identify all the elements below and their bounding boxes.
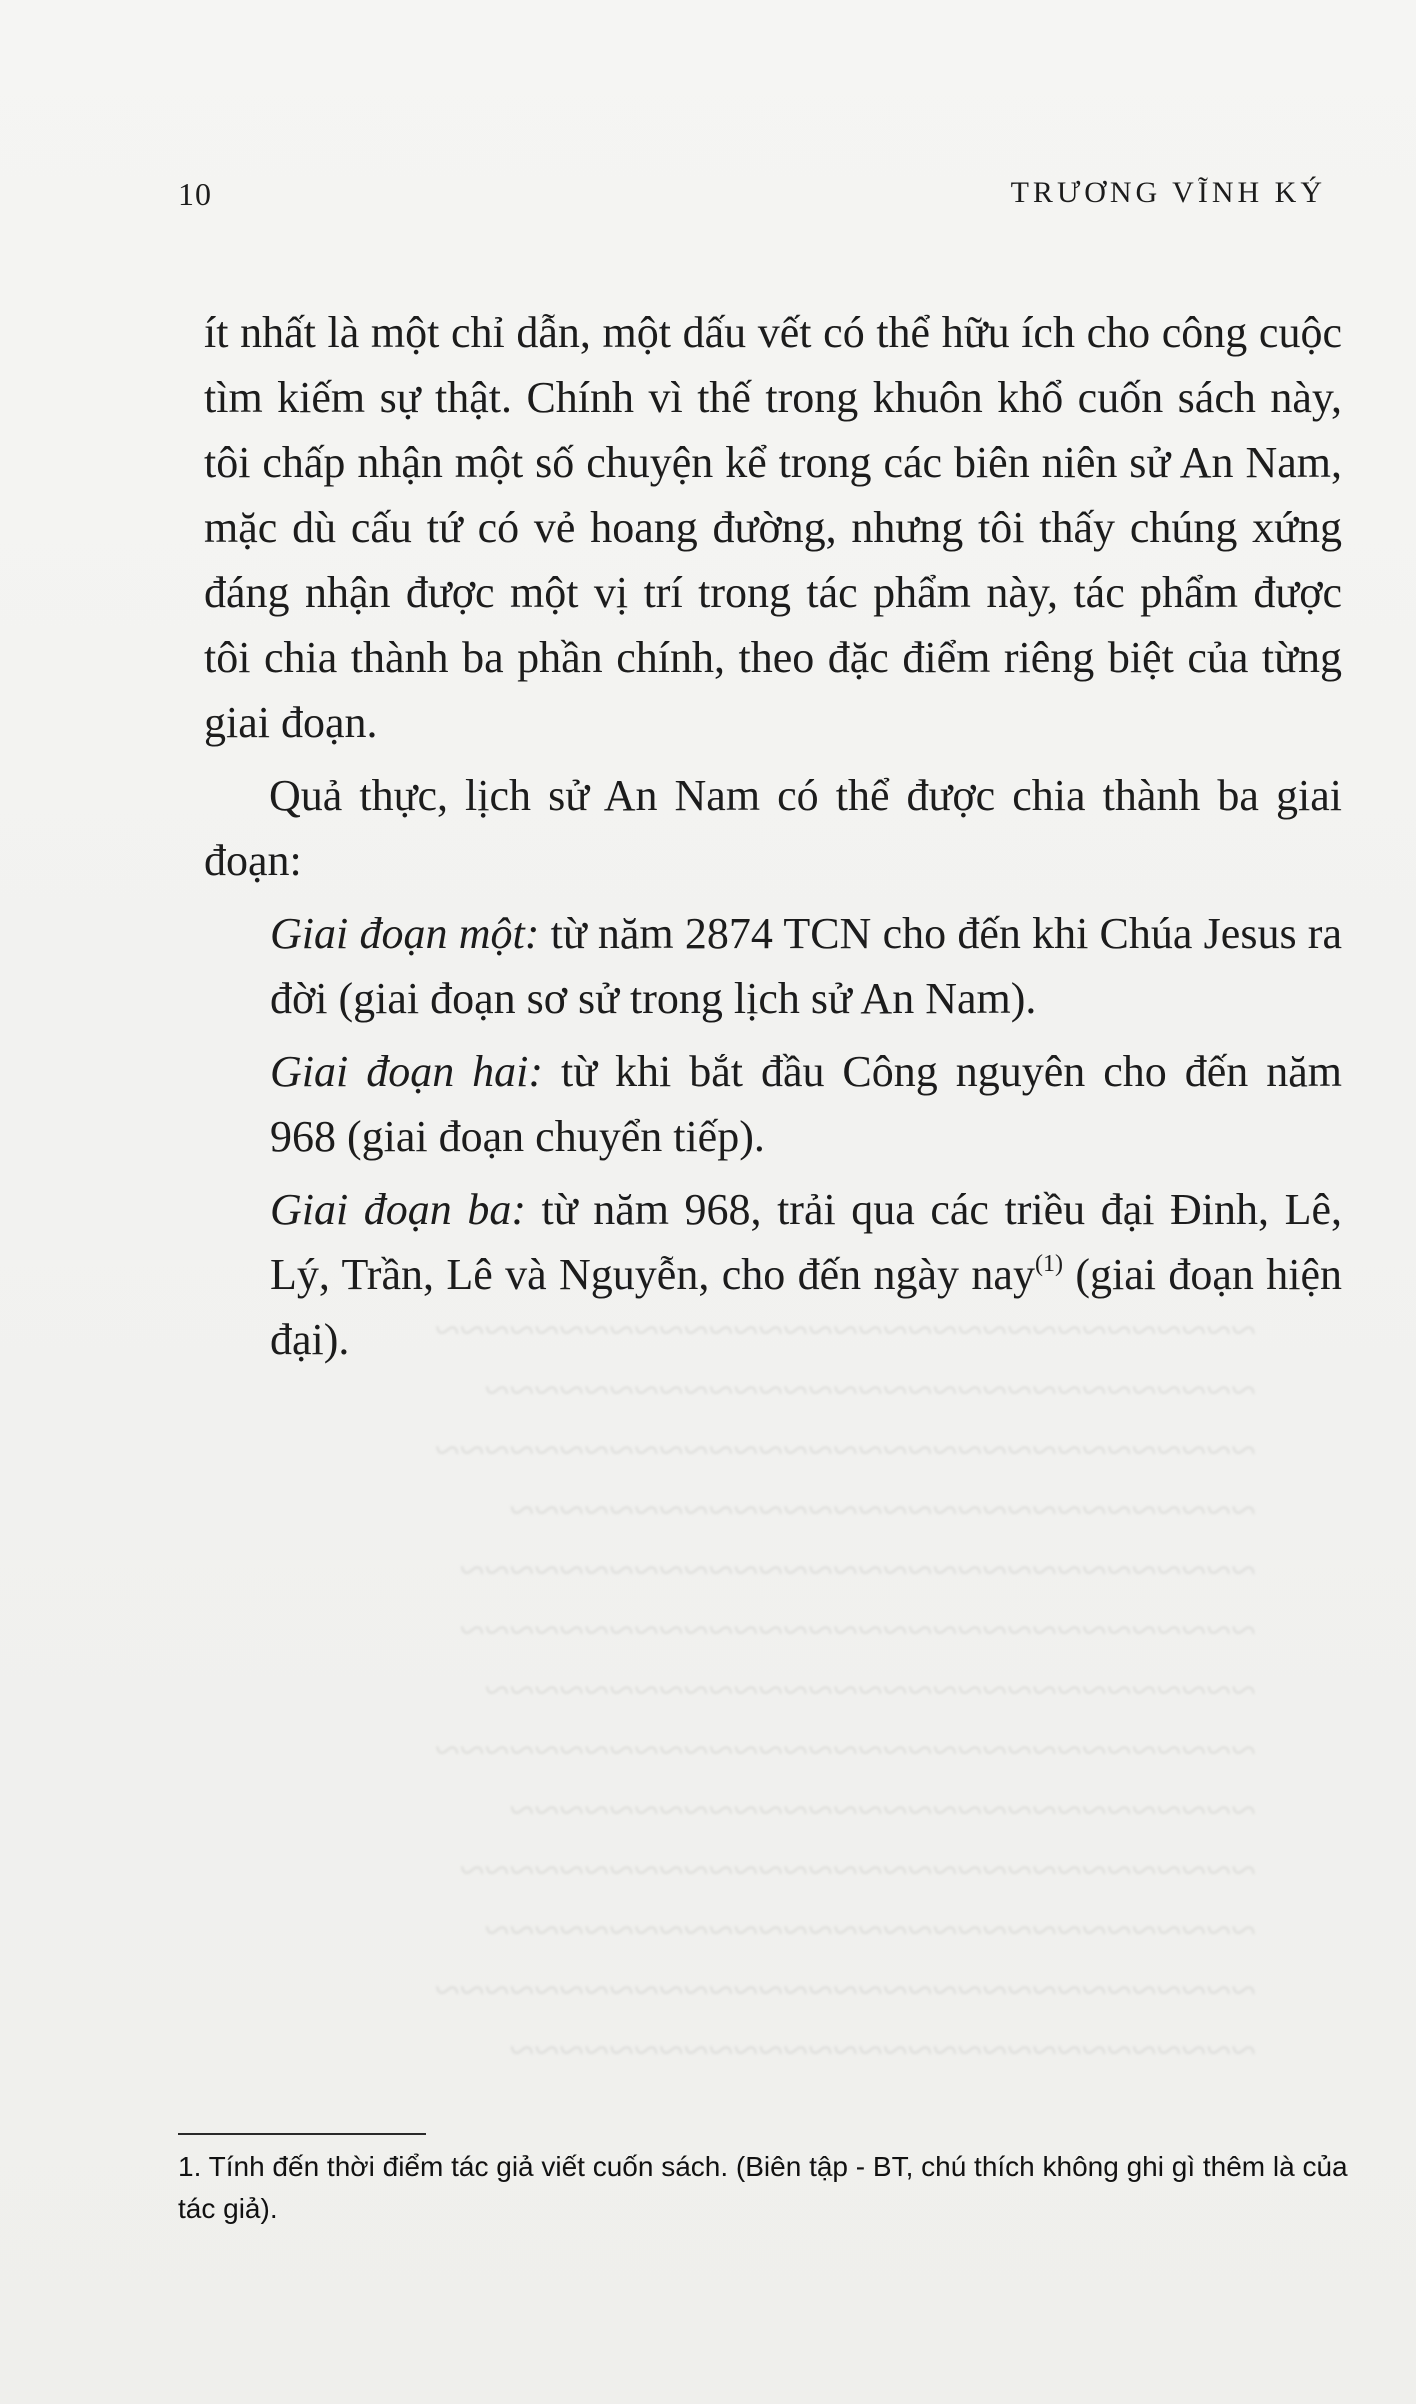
period-three-label: Giai đoạn ba: (270, 1185, 526, 1234)
period-three (270, 1177, 1342, 1372)
period-two-text: từ khi bắt đầu Công nguyên cho đến năm 968 (giai đoạn chuyển tiếp). (270, 1047, 1342, 1161)
bleed-through-texture: ~~~~~~~~~~~~~~~~~~~~~~~~~~~~~~~~~ ~~~~~~~~~~~~~~~~~~~~~~~~~~~~~~~ ~~~~~~~~~~~~~~~~~~~~~~~~~~~~~~~~~ ~~~~~~~~~~~~~~~~~~~~~~~~~~~~~~ ~~~~~~~~~~~~~~~~~~~~~~~~~~~~~~~~ ~~~~~~~~~~~~~~~~~~~~~~~~~~~~~~~~ ~~~~~~~~~~~~~~~~~~~~~~~~~~~~~~~ ~~~~~~~~~~~~~~~~~~~~~~~~~~~~~~~~~ ~~~~~~~~~~~~~~~~~~~~~~~~~~~~~~ ~~~~~~~~~~~~~~~~~~~~~~~~~~~~~~~~ ~~~~~~~~~~~~~~~~~~~~~~~~~~~~~~~ ~~~~~~~~~~~~~~~~~~~~~~~~~~~~~~~~~ ~~~~~~~~~~~~~~~~~~~~~~~~~~~~~~ (434, 1304, 1256, 2075)
page-header (178, 176, 1326, 226)
paragraph-intro: ít nhất là một chỉ dẫn, một dấu vết có thể hữu ích cho công cuộc tìm kiếm sự thật. Chính vì thế trong khuôn khổ cuốn sách này, tôi chấp nhận một số chuyện kể trong các biên niên sử An Nam, mặc dù cấu tứ có vẻ hoang đường, nhưng tôi thấy chúng xứng đáng nhận được một vị trí trong tác phẩm này, tác phẩm được tôi chia thành ba phần chính, theo đặc điểm riêng biệt của từng giai đoạn. (204, 308, 1342, 747)
paragraph-periods-intro: Quả thực, lịch sử An Nam có thể được chia thành ba giai đoạn: (204, 771, 1342, 885)
footnote-ref[interactable]: (1) (1034, 1251, 1063, 1277)
period-one-label: Giai đoạn một: (270, 909, 540, 958)
period-three-text-after: (giai đoạn hiện đại). (270, 1250, 1342, 1364)
page-number: 10 (178, 176, 212, 212)
period-one-text: từ năm 2874 TCN cho đến khi Chúa Jesus ra đời (giai đoạn sơ sử trong lịch sử An Nam). (270, 909, 1342, 1023)
footnote: 1. Tính đến thời điểm tác giả viết cuốn sách. (Biên tập - BT, chú thích không ghi gì thêm là của tác giả). (178, 2151, 1348, 2224)
footnote-divider (178, 2133, 426, 2135)
period-three-text: từ năm 968, trải qua các triều đại Đinh, Lê, Lý, Trần, Lê và Nguyễn, cho đến ngày nay (270, 1185, 1342, 1299)
period-two-label: Giai đoạn hai: (270, 1047, 544, 1096)
period-two (270, 1039, 1342, 1169)
body-text (204, 300, 1342, 1372)
period-one (270, 901, 1342, 1031)
running-head: TRƯƠNG VĨNH KÝ (1010, 176, 1326, 209)
